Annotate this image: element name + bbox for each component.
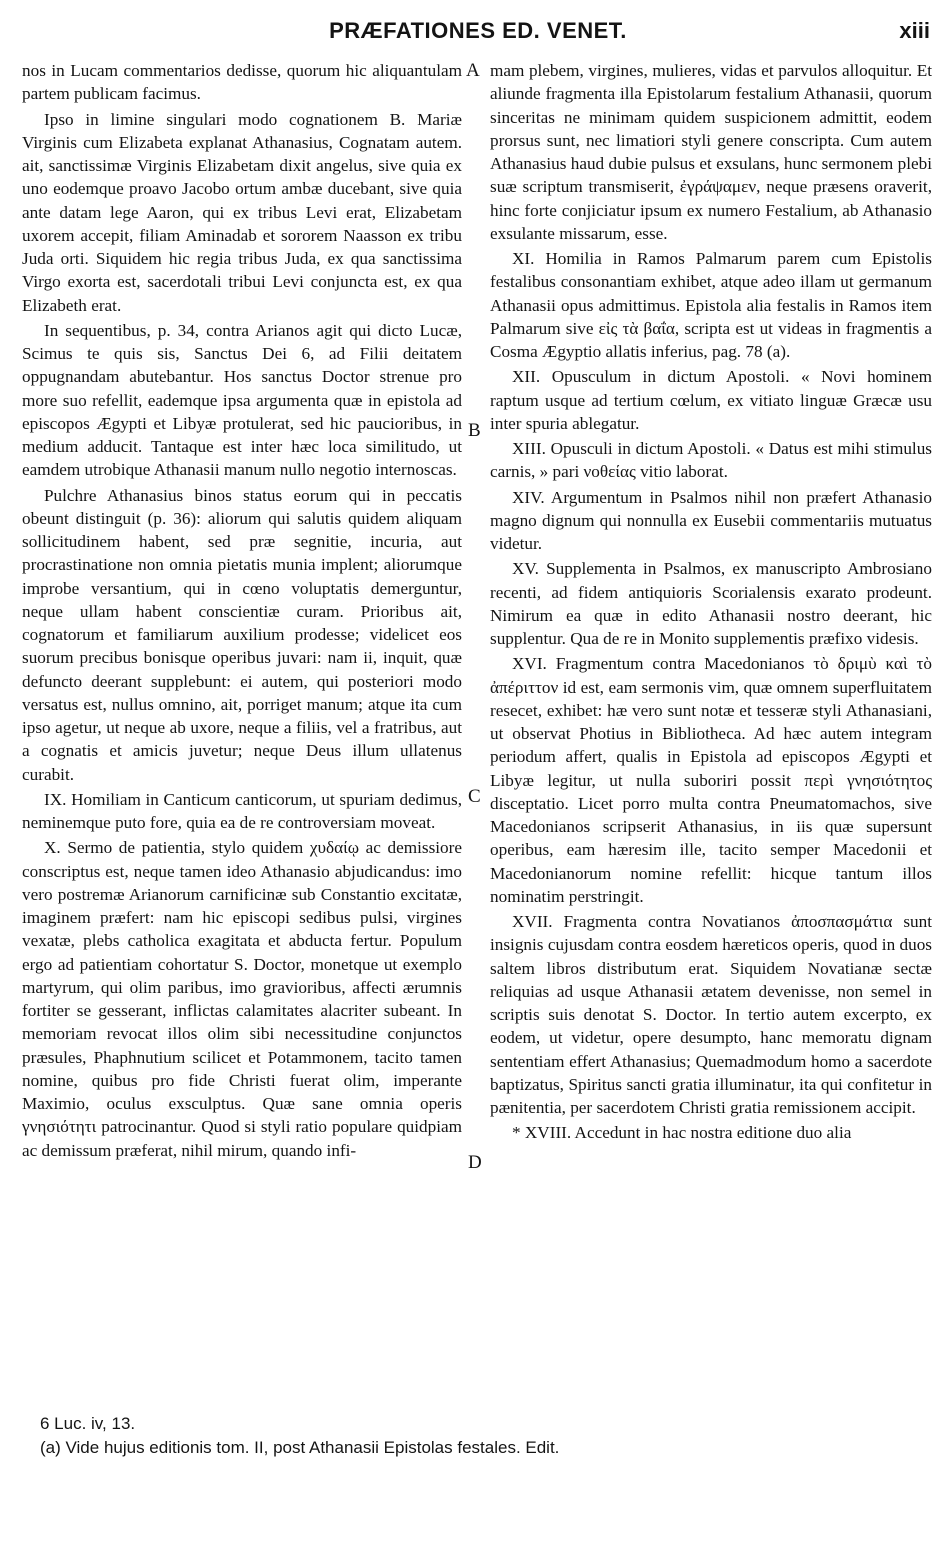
left-paragraph-5: IX. Homiliam in Canticum canticorum, ut spuriam dedimus, neminemque puto fore, quia ea de re controversiam moveat.	[22, 789, 462, 832]
running-title: PRÆFATIONES ED. VENET.	[329, 18, 627, 43]
margin-marker-d: D	[468, 1152, 482, 1173]
right-paragraph-6: XV. Supplementa in Psalmos, ex manuscripto Ambrosiano recenti, ad fidem antiquioris Scorialensis exarato prodeunt. Nimirum ea quæ in edito Athanasii nostro deerant, hic supplentur. Qua de re in Monito supplementis præfixo videsis.	[490, 559, 932, 648]
margin-marker-a: A	[466, 60, 480, 81]
right-column	[490, 59, 932, 1145]
margin-marker-c: C	[468, 786, 481, 807]
right-paragraph-4: XIII. Opusculi in dictum Apostoli. « Datus est mihi stimulus carnis, » pari νοθείας vitio laborat.	[490, 439, 932, 482]
page-header	[22, 18, 934, 48]
margin-marker-b: B	[468, 420, 481, 441]
left-paragraph-3: In sequentibus, p. 34, contra Arianos agit qui dicto Lucæ, Scimus te quis sis, Sanctus Dei 6, ad Filii deitatem oppugnandam abutebantur. Hos sanctus Doctor strenue pro more suo refellit, eademque ipsa argumenta quæ in epistola ad episcopos Ægypti et Libyæ protulerat, sed hic paucioribus, in medium adducit. Tantaque est inter hæc loca similitudo, ut eamdem utrobique Athanasii manum nullo negotio internoscas.	[22, 320, 462, 480]
page-number: xiii	[899, 18, 930, 43]
left-paragraph-2: Ipso in limine singulari modo cognationem B. Mariæ Virginis cum Elizabeta explanat Athanasius, Cognatam autem. ait, sanctissimæ Virginis Elizabetam dixit angelus, sive quia ex uno eodemque proavo Jacobo ortum ambæ ducebant, sive quia ante datam lege Aaron, qui ex tribus Levi erat, Elizabetam uxorem accepit, filiam Aminadab et sororem Naasson ex tribu Juda orti. Siquidem hic regia tribus Juda, ex qua sanctissima Virgo exorta est, sacerdotali tribui Levi conjuncta est, ex qua Elizabeth erat.	[22, 109, 462, 315]
left-paragraph-6: X. Sermo de patientia, stylo quidem χυδαίῳ ac demissiore conscriptus est, neque tamen ideo Athanasio abjudicandus: imo vero postremæ Arianorum carnificinæ sub Constantio excitatæ, imaginem præfert: nam hic episcopi sedibus pulsi, virgines vexatæ, plebs catholica exagitata et abducta fertur. Populum ergo ad patientiam cohortatur S. Doctor, monetque ut exemplo martyrum, qui olim paribus, imo gravioribus, affecti ærumnis fortiter se gesserant, inflictas calamitates alacriter subeant. In memoriam revocat illos olim sibi necessitudine conjunctos præsules, Phaphnutium scilicet et Potammonem, tacito tamen nomine, quibus pro fide Christi fuerat olim, imperante Maximio, oculus exsculptus. Quæ sane omnia operis γνησιότητι patrocinantur. Quod si styli ratio populare quidpiam ac demissum præferat, nihil mirum, quando infi-	[22, 838, 462, 1160]
footnote-6: 6 Luc. iv, 13.	[40, 1414, 136, 1433]
right-paragraph-1: mam plebem, virgines, mulieres, vidas et parvulos alloquitur. Et aliunde fragmenta illa Epistolarum festalium Athanasii, quorum sinceritas ne minimam quidem suspicionem admittit, eodem prorsus sunt, nec limatiori styli genere conscripta. Cum autem Athanasius haud dubie pulsus et exsulans, hunc sermonem plebi suæ scriptum transmiserit, ἐγράψαμεν, neque præsens oraverit, hinc forte conjiciatur ipsum ex numero Festalium, ab Athanasio exsulante missarum, esse.	[490, 61, 932, 243]
right-paragraph-3: XII. Opusculum in dictum Apostoli. « Novi hominem raptum usque ad tertium cœlum, ex vitiato linguæ Græcæ usu inter spuria ablegatur.	[490, 367, 932, 433]
right-paragraph-8: XVII. Fragmenta contra Novatianos ἀποσπασμάτια sunt insignis cujusdam contra eosdem hæreticos operis, quod in duos saltem libros distributum erat. Siquidem Novatianæ sectæ reliquias ad usque Athanasii ætatem devenisse, non semel in scriptis suis denotat S. Doctor. In tertio autem excerpto, ex eodem, ut videtur, opere desumpto, hanc memoratu dignam sententiam effert Athanasius; Quemadmodum homo a sacerdote baptizatus, Spiritus sancti gratia illuminatur, ita qui confitetur in pænitentia, per sacerdotem Christi gratia remissionem accipit.	[490, 912, 932, 1117]
right-paragraph-7: XVI. Fragmentum contra Macedonianos τὸ δριμὺ καὶ τὸ ἀπέριττον id est, eam sermonis vim, quæ omnem superfluitatem resecet, exhibet: hæ vero sunt notæ et tesseræ styli Athanasiani, ut observat Photius in Bibliotheca. Ad hæc autem integram periodum affert, qualis in Epistola ad episcopos Ægypti et Libyæ legitur, ut nulla suboriri possit περὶ γνησιότητος disceptatio. Licet porro multa contra Pneumatomachos, sive Macedonianos scripserit Athanasius, in iis quæ supersunt operibus, eam hæresim ille, tacito semper Macedonii et Macedonianorum nomine refellit: hicque tantum illos nominatim perstringit.	[490, 654, 932, 906]
right-paragraph-5: XIV. Argumentum in Psalmos nihil non præfert Athanasio magno dignum qui nonnulla ex Eusebii commentariis mutuatus videtur.	[490, 487, 932, 553]
right-paragraph-2: XI. Homilia in Ramos Palmarum parem cum Epistolis festalibus consonantiam exhibet, atque adeo illam ut germanum Athanasii opus admittimus. Epistola alia festalis in Ramos item Palmarum sive εἰς τὰ βαΐα, scripta est ut videas in fragmentis a Cosma Ægyptio allatis inferius, pag. 78 (a).	[490, 249, 932, 361]
right-paragraph-9: * XVIII. Accedunt in hac nostra editione duo alia	[512, 1123, 852, 1143]
left-paragraph-1: nos in Lucam commentarios dedisse, quorum hic aliquantulam partem publicam facimus.	[22, 61, 462, 104]
left-column	[22, 59, 462, 1162]
footnote-a: (a) Vide hujus editionis tom. II, post Athanasii Epistolas festales. Edit.	[40, 1438, 560, 1457]
left-paragraph-4: Pulchre Athanasius binos status eorum qui in peccatis obeunt distinguit (p. 36): aliorum qui salutis quidem aliquam sollicitudinem habent, sed præ segnitie, incuria, aut procrastinatione non omnia pietatis munia implent; aliorumque improbe versantium, qui in cœno voluptatis demerguntur, neque ullam habent conscientiæ curam. Prioribus ait, cognatorum et familiarum auxilium prodesse; videlicet eos suorum precibus bonisque operibus juvari: nam ii, inquit, quæ defuncto deerant supplebunt: ei autem, qui posteriori modo versatus est, nullus omnino, ait, porriget manum; atque ita cum ipso agetur, ut neque ab uxore, neque a filiis, vel a fratribus, aut a cognatis et amicis juvetur; neque Deus illum ullatenus curabit.	[22, 485, 462, 784]
footnotes	[40, 1412, 920, 1460]
